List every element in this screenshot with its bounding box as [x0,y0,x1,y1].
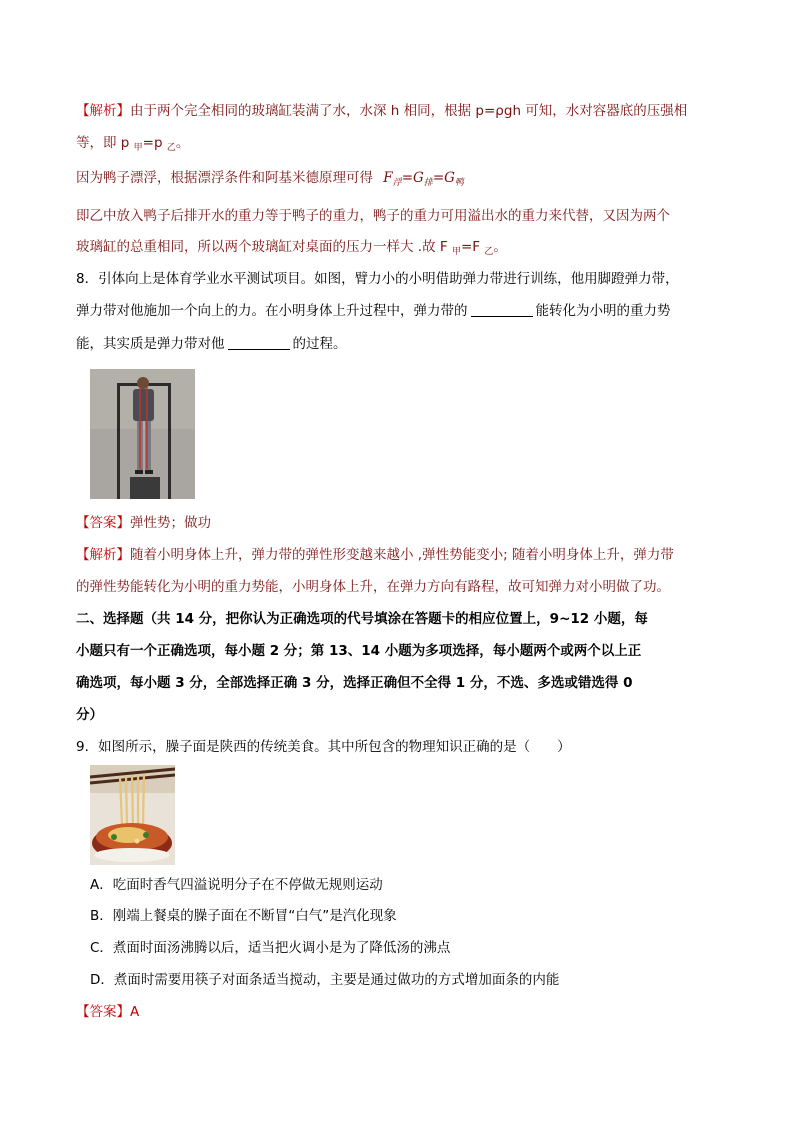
answer-tag: 【答案】 [76,1004,130,1020]
option-text: B．刚端上餐桌的臊子面在不断冒“白气”是汽化现象 [90,908,397,924]
analysis-line-4 [76,206,670,226]
analysis-tag: 【解析】 [76,103,130,119]
section-heading: 小题只有一个正确选项，每小题 2 分；第 13、14 小题为多项选择，每小题两个或两个以上正 [76,643,642,659]
q8-line-3 [76,334,347,354]
answer-blank [471,302,533,317]
analysis8-line-2 [76,577,670,597]
subscript: 乙 [166,143,176,153]
q8-line-2 [76,301,671,321]
section2-line-2 [76,641,641,661]
formula-part: =G [401,170,424,186]
analysis-text: 随着小明身体上升，弹力带的弹性形变越来越小 ,弹性势能变小; 随着小明身体上升，弹力带 [130,547,674,563]
answer8-line [76,513,211,533]
analysis-line-2 [76,133,189,158]
section2-line-1 [76,609,648,629]
question-text: 能转化为小明的重力势 [535,303,671,319]
analysis-text: 玻璃缸的总重相同，所以两个玻璃缸对桌面的压力一样大 .故 F [76,239,452,255]
analysis-line-3 [76,168,464,193]
answer9-line [76,1002,139,1022]
section-heading: 分） [76,707,103,723]
analysis-text: 等，即 p [76,135,134,151]
noodle-bowl-photo [90,765,175,865]
formula-part: F [383,170,393,186]
option-text: A．吃面时香气四溢说明分子在不停做无规则运动 [90,877,383,893]
person-pullup-photo [90,369,195,499]
analysis-text: 即乙中放入鸭子后排开水的重力等于鸭子的重力，鸭子的重力可用溢出水的重力来代替，又因为两个 [76,208,670,224]
analysis-tag: 【解析】 [76,547,130,563]
buoyancy-formula [383,170,464,186]
question-text: 弹力带对他施加一个向上的力。在小明身体上升过程中，弹力带的 [76,303,468,319]
analysis-text: 的弹性势能转化为小明的重力势能，小明身体上升，在弹力方向有路程，故可知弹力对小明做了功。 [76,579,670,595]
option-text: C．煮面时面汤沸腾以后，适当把火调小是为了降低汤的沸点 [90,940,451,956]
q9-option-a [90,875,383,895]
subscript: 甲 [451,247,461,257]
subscript: 排 [423,178,433,188]
subscript: 浮 [392,178,402,188]
section-heading: 二、选择题（共 14 分，把你认为正确选项的代号填涂在答题卡的相应位置上，9~12 小题，每 [76,611,648,627]
question-text: 能，其实质是弹力带对他 [76,336,225,352]
answer-tag: 【答案】 [76,515,130,531]
option-text: D．煮面时需要用筷子对面条适当搅动，主要是通过做功的方式增加面条的内能 [90,972,560,988]
analysis-line-1 [76,101,687,121]
section2-line-3 [76,673,632,693]
analysis-line-5 [76,237,507,262]
analysis-text: =F [460,239,485,255]
question-text: 8．引体向上是体育学业水平测试项目。如图，臂力小的小明借助弹力带进行训练，他用脚蹬弹力带， [76,271,679,287]
subscript: 乙 [484,247,494,257]
subscript: 鸭 [454,178,464,188]
answer-blank [228,335,290,350]
q9-option-c [90,938,450,958]
analysis-text: =p [142,135,167,151]
question-text: 9．如图所示，臊子面是陕西的传统美食。其中所包含的物理知识正确的是（ ） [76,739,571,755]
section-heading: 确选项，每小题 3 分，全部选择正确 3 分，选择正确但不全得 1 分，不选、多选或错选得 0 [76,675,633,691]
analysis-text: 由于两个完全相同的玻璃缸装满了水，水深 h 相同，根据 p=ρgh 可知，水对容器底的压强相 [130,103,688,119]
section2-line-4 [76,705,103,725]
answer-text: 弹性势；做功 [130,515,211,531]
question-text: 的过程。 [292,336,347,352]
q9-option-b [90,906,397,926]
answer-text: A [130,1004,140,1020]
formula-part: =G [432,170,455,186]
q9-stem [76,737,571,757]
q9-option-d [90,970,559,990]
analysis-text: 。 [493,239,507,255]
analysis-text: 因为鸭子漂浮，根据漂浮条件和阿基米德原理可得 [76,170,373,186]
analysis8-line-1 [76,545,674,565]
q8-line-1 [76,269,679,289]
analysis-text: 。 [175,135,190,151]
subscript: 甲 [133,143,143,153]
